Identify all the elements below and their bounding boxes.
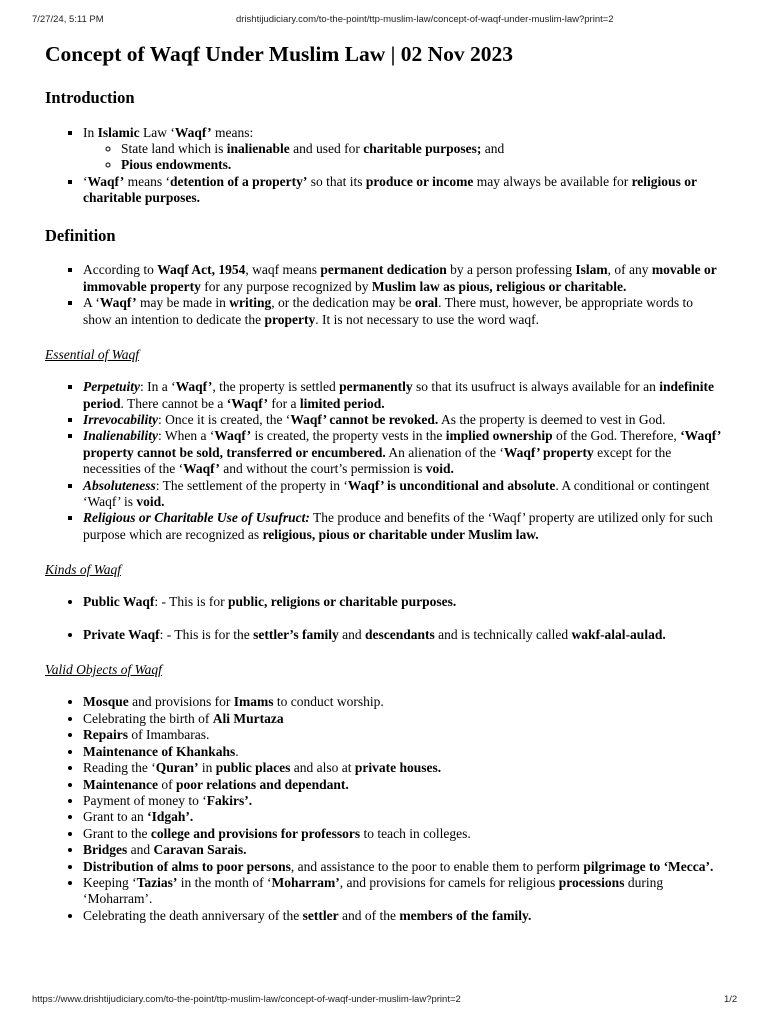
valid-objects-heading: Valid Objects of Waqf — [45, 662, 162, 678]
list-item: • Public Waqf: - This is for public, religions or charitable purposes. — [83, 594, 724, 610]
list-item: ▪ A ‘Waqf’ may be made in writing, or the dedication may be oral. There must, however, be appropriate words to show an intention to dedicate the property. It is not necessary to use the word waqf. — [83, 295, 724, 328]
definition-list — [45, 262, 724, 328]
list-item: • Reading the ‘Quran’ in public places and also at private houses. — [83, 760, 724, 776]
print-datetime: 7/27/24, 5:11 PM — [32, 14, 104, 25]
list-item: ▪ According to Waqf Act, 1954, waqf means permanent dedication by a person professing Islam, of any movable or immovable property for any purpose recognized by Muslim law as pious, religious or charitable. — [83, 262, 724, 295]
print-footer-url: https://www.drishtijudiciary.com/to-the-point/ttp-muslim-law/concept-of-waqf-under-muslim-law?print=2 — [32, 994, 461, 1005]
list-item: ▪ Irrevocability: Once it is created, the ‘Waqf’ cannot be revoked. As the property is deemed to vest in God. — [83, 412, 724, 428]
list-item: • Bridges and Caravan Sarais. — [83, 842, 724, 858]
page-number: 1/2 — [724, 994, 738, 1005]
page-title: Concept of Waqf Under Muslim Law | 02 Nov 2023 — [45, 42, 514, 66]
sub-list — [83, 141, 724, 174]
list-item: • Grant to an ‘Idgah’. — [83, 809, 724, 825]
list-item: • Repairs of Imambaras. — [83, 727, 724, 743]
list-item: • Keeping ‘Tazias’ in the month of ‘Moharram’, and provisions for camels for religious processions during ‘Moharram’. — [83, 875, 724, 908]
article — [45, 42, 724, 943]
list-item: • Mosque and provisions for Imams to conduct worship. — [83, 694, 724, 710]
list-item: ◦ State land which is inalienable and used for charitable purposes; and — [121, 141, 724, 157]
list-item: • Maintenance of Khankahs. — [83, 744, 724, 760]
list-item: • Celebrating the birth of Ali Murtaza — [83, 711, 724, 727]
list-item: ◦ Pious endowments. — [121, 157, 724, 173]
list-item: ▪ Absoluteness: The settlement of the property in ‘Waqf’ is unconditional and absolute. A conditional or contingent ‘Waqf’ is void. — [83, 478, 724, 511]
essentials-heading: Essential of Waqf — [45, 347, 140, 363]
list-item: ▪ Religious or Charitable Use of Usufruct: The produce and benefits of the ‘Waqf’ property are utilized only for such purpose which are recognized as religious, pious or charitable under Muslim law. — [83, 510, 724, 543]
list-item: ▪ ‘Waqf’ means ‘detention of a property’ so that its produce or income may always be available for religious or charitable purposes. — [83, 174, 724, 207]
print-header-url: drishtijudiciary.com/to-the-point/ttp-muslim-law/concept-of-waqf-under-muslim-law?print=2 — [236, 14, 614, 25]
list-item: ▪ In Islamic Law ‘Waqf’ means: ◦ State land which is inalienable and used for charitable purposes; and ◦ Pious endowments. — [83, 125, 724, 174]
definition-heading: Definition — [45, 225, 116, 245]
list-item: • Payment of money to ‘Fakirs’. — [83, 793, 724, 809]
kinds-list — [45, 594, 724, 643]
list-item: • Grant to the college and provisions for professors to teach in colleges. — [83, 826, 724, 842]
introduction-list — [45, 125, 724, 207]
valid-objects-list — [45, 694, 724, 924]
list-item: • Distribution of alms to poor persons, and assistance to the poor to enable them to perform pilgrimage to ‘Mecca’. — [83, 859, 724, 875]
kinds-heading: Kinds of Waqf — [45, 562, 122, 578]
list-item: • Celebrating the death anniversary of the settler and of the members of the family. — [83, 908, 724, 924]
list-item: • Maintenance of poor relations and dependant. — [83, 777, 724, 793]
list-item: ▪ Inalienability: When a ‘Waqf’ is created, the property vests in the implied ownership of the God. Therefore, ‘Waqf’ property cannot be sold, transferred or encumbered. An alienation of the ‘Waqf’ property except for the necessities of the ‘Waqf’ and without the court’s permission is void. — [83, 428, 724, 477]
introduction-heading: Introduction — [45, 87, 135, 107]
essentials-list — [45, 379, 724, 543]
list-item: ▪ Perpetuity: In a ‘Waqf’, the property is settled permanently so that its usufruct is always available for an indefinite period. There cannot be a ‘Waqf’ for a limited period. — [83, 379, 724, 412]
list-item: • Private Waqf: - This is for the settler’s family and descendants and is technically called wakf-alal-aulad. — [83, 627, 724, 643]
